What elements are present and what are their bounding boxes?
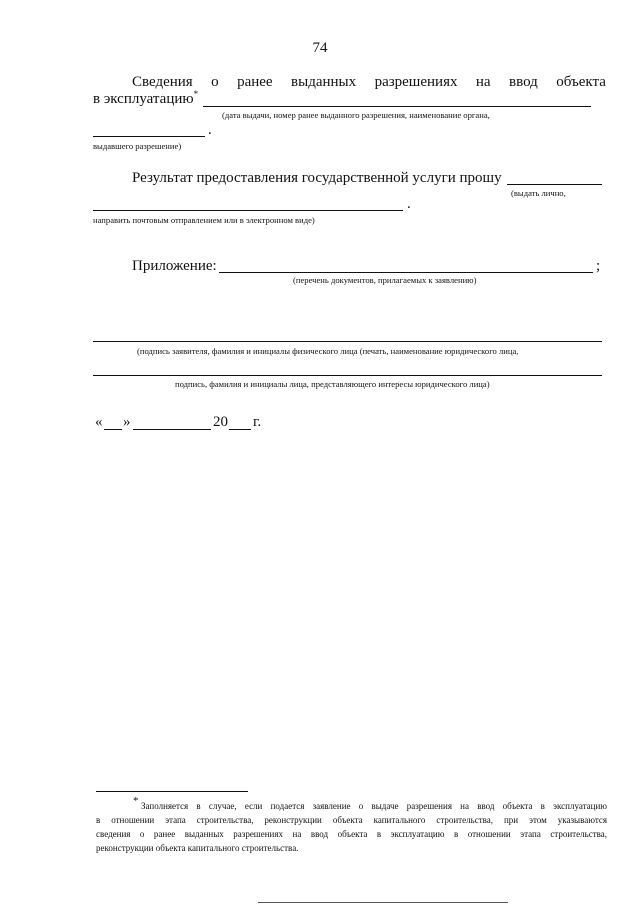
footnote-marker: * bbox=[133, 795, 139, 807]
attachment-field-line[interactable] bbox=[219, 272, 593, 273]
service-result-caption-1: (выдать лично, bbox=[511, 188, 566, 198]
heading-word: выданных bbox=[291, 74, 357, 90]
service-result-caption-2: направить почтовым отправлением или в электронном виде) bbox=[93, 215, 315, 225]
previous-permits-heading-cont bbox=[93, 91, 198, 108]
footnote-separator bbox=[96, 791, 248, 792]
previous-permits-caption-1: (дата выдачи, номер ранее выданного разрешения, наименование органа, bbox=[222, 110, 490, 120]
heading-word: Сведения bbox=[132, 74, 193, 90]
previous-permits-caption-2: выдавшего разрешение) bbox=[93, 141, 182, 151]
heading-word: на bbox=[475, 74, 491, 90]
date-month-field[interactable] bbox=[133, 429, 211, 430]
signature-field-line-1[interactable] bbox=[93, 341, 602, 342]
service-result-label: Результат предоставления государственной услуги прошу bbox=[132, 170, 502, 186]
footnote-line-2: в отношении этапа строительства, реконструкции объекта капитального строительства, при этом указываются bbox=[96, 815, 607, 825]
date-year-field[interactable] bbox=[229, 429, 251, 430]
signature-field-line-2[interactable] bbox=[93, 375, 602, 376]
footnote-line-4: реконструкции объекта капитального строительства. bbox=[96, 843, 299, 853]
date-day-field[interactable] bbox=[104, 429, 122, 430]
signature-caption-2: подпись, фамилия и инициалы лица, представляющего интересы юридического лица) bbox=[175, 379, 490, 389]
line-end-period: . bbox=[208, 122, 212, 138]
heading-word: разрешениях bbox=[374, 74, 458, 90]
previous-permits-field-line-2[interactable] bbox=[93, 136, 205, 137]
scan-edge-artifact bbox=[258, 902, 508, 903]
previous-permits-field-line-1[interactable] bbox=[203, 106, 591, 107]
heading-word: о bbox=[211, 74, 219, 90]
date-close-quote: » bbox=[123, 414, 131, 430]
heading-word: объекта bbox=[556, 74, 606, 90]
service-result-field-line-2[interactable] bbox=[93, 210, 403, 211]
previous-permits-heading bbox=[132, 74, 606, 91]
heading-word: ввод bbox=[509, 74, 538, 90]
date-year-prefix: 20 bbox=[213, 414, 228, 430]
date-open-quote: « bbox=[95, 414, 103, 430]
footnote-line-1: Заполняется в случае, если подается заявление о выдаче разрешения на ввод объекта в эксплуатацию bbox=[141, 801, 607, 811]
service-result-field-line-1[interactable] bbox=[507, 184, 602, 185]
line-end-semicolon: ; bbox=[596, 258, 601, 274]
heading-text: в эксплуатацию bbox=[93, 91, 194, 107]
date-year-suffix: г. bbox=[253, 414, 262, 430]
signature-caption-1: (подпись заявителя, фамилия и инициалы физического лица (печать, наименование юридического лица, bbox=[137, 346, 519, 356]
heading-word: ранее bbox=[237, 74, 273, 90]
attachment-caption: (перечень документов, прилагаемых к заявлению) bbox=[293, 275, 477, 285]
footnote-marker: * bbox=[193, 89, 199, 99]
line-end-period: . bbox=[407, 196, 411, 212]
attachment-label: Приложение: bbox=[132, 258, 217, 274]
footnote-line-3: сведения о ранее выданных разрешениях на ввод объекта в эксплуатацию в отношении этапа строительства, bbox=[96, 829, 607, 839]
page-number: 74 bbox=[312, 40, 328, 56]
